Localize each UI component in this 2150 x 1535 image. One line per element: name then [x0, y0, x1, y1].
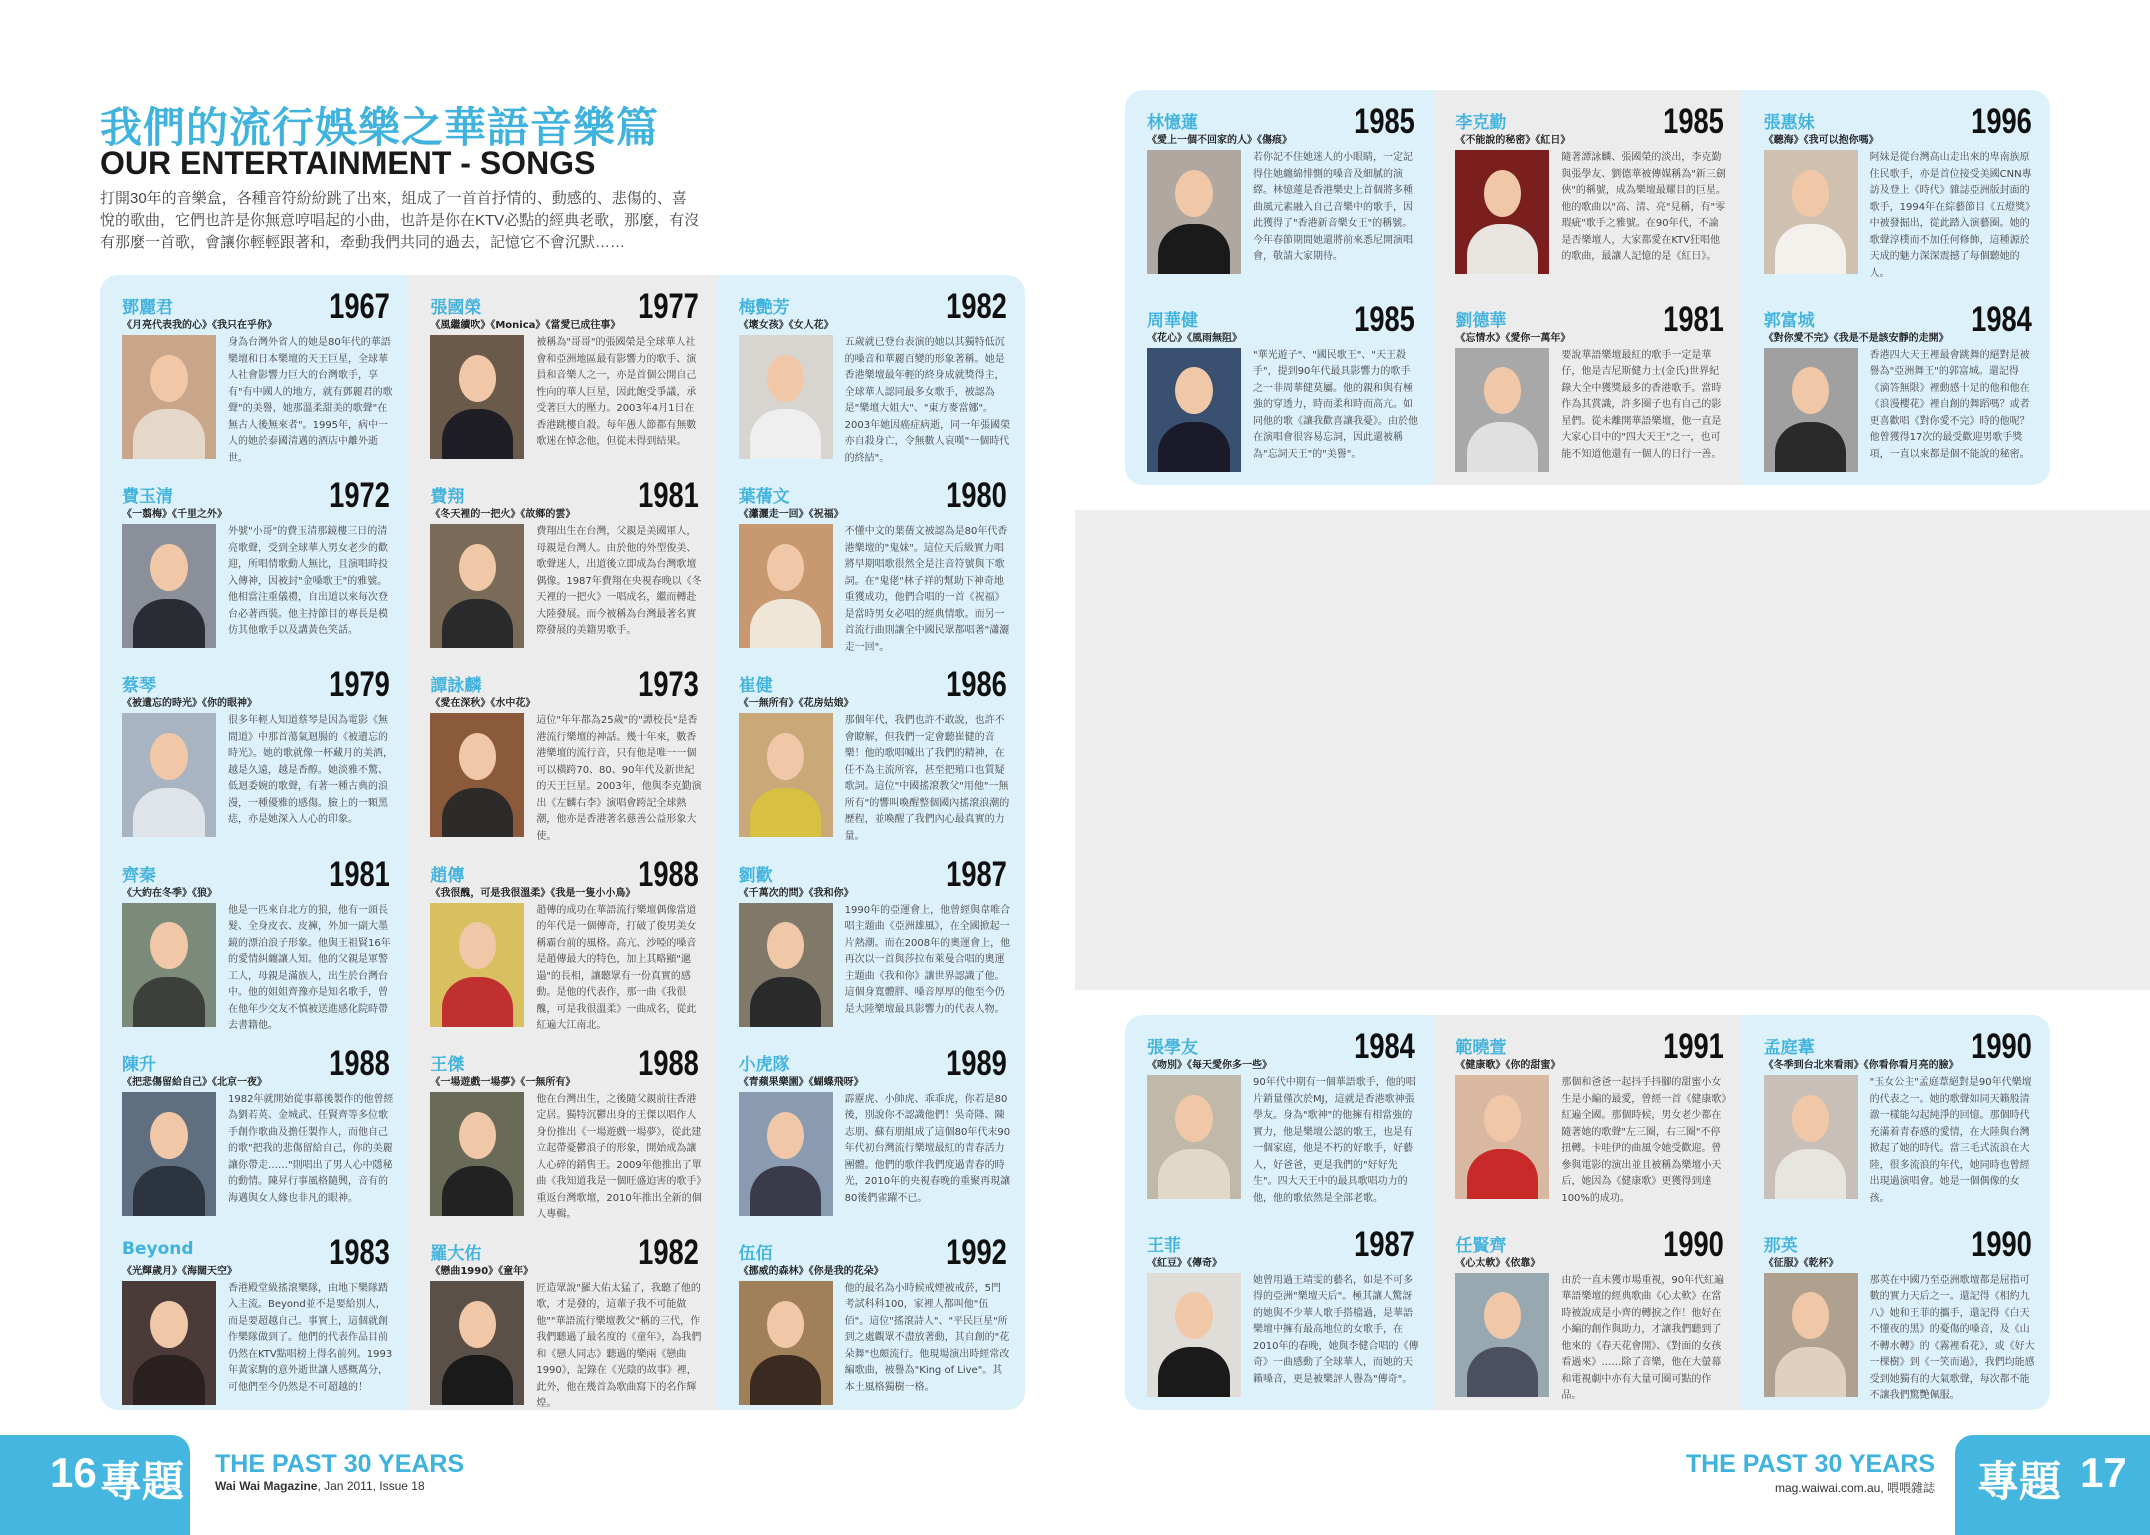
artist-songs: 《心太軟》《依靠》 — [1455, 1257, 1541, 1269]
artist-songs: 《紅豆》《傳奇》 — [1147, 1257, 1222, 1269]
left-section-label: 專題 — [100, 1458, 185, 1505]
photo-figure-head — [1175, 367, 1213, 414]
artist-bio: 匠造眾說"羅大佑太猛了，我聽了他的歌，才是發的，這輩子我不可能做他""華語流行樂壇教父"稱的三代，作我們聽過了最名度的《童年》，為我們和《戀人同志》聽過的樂兩《戀曲1990》，記錄在《光陰的故事》裡，此外，他在幾首為歌曲寫下的名作輝煌。 — [536, 1282, 702, 1410]
photo-figure-head — [1175, 170, 1213, 217]
debut-year: 1988 — [637, 1043, 699, 1083]
right-top-artist-panel — [1125, 90, 2050, 485]
debut-year: 1988 — [637, 854, 699, 894]
debut-year: 1985 — [1354, 102, 1416, 141]
photo-figure-body — [442, 1355, 513, 1405]
photo-figure-body — [133, 1355, 204, 1405]
debut-year: 1989 — [946, 1043, 1007, 1083]
artist-name: 郭富城 — [1763, 310, 1815, 331]
debut-year: 1972 — [329, 476, 391, 516]
left-artist-panel — [100, 275, 1025, 1410]
photo-figure-body — [1467, 224, 1538, 274]
artist-card — [1125, 1015, 1433, 1213]
artist-name: Beyond — [122, 1238, 194, 1259]
artist-photo — [122, 335, 216, 459]
artist-bio: 1990年的亞運會上，他曾經與韋唯合唱主題曲《亞洲雄風》，在全國掀起一片熱潮。而在2008年的奧運會上，他再次以一首與莎拉布萊曼合唱的奧運主題曲《我和你》讓世界認識了他。這個身寬體胖、嗓音厚厚的他至今仍是大陸樂壇最具影響力的代表人物。 — [844, 904, 1011, 1015]
artist-songs: 《冬季到台北來看雨》《你看你看月亮的臉》 — [1763, 1060, 1959, 1071]
debut-year: 1991 — [1662, 1027, 1724, 1066]
artist-songs: 《一翦梅》《千里之外》 — [122, 509, 227, 521]
artist-photo — [122, 524, 216, 648]
artist-photo — [1147, 1075, 1241, 1199]
left-page-number: 16 — [50, 1449, 97, 1496]
artist-name: 劉德華 — [1455, 310, 1507, 331]
debut-year: 1985 — [1354, 299, 1416, 339]
artist-photo — [739, 713, 833, 837]
photo-figure-head — [1484, 1095, 1522, 1142]
artist-bio: "玉女公主"孟庭葦絕對是90年代樂壇的代表之一。她的歌聲如同天籟般清澈一樣能勾起純淨的回憶。那個時代充滿着青春感的愛情，在大陸與台灣掀起了她的時代。當三毛式流浪在大陸，很多流浪的年代，她同時也曾經出現過演唱會。她是一個偶像的女孩。 — [1869, 1077, 2032, 1204]
right-footer-site: mag.waiwai.com.au, 喂喂雜誌 — [1774, 1481, 1935, 1495]
photo-figure-body — [1775, 1347, 1846, 1397]
artist-songs: 《冬天裡的一把火》《故鄉的雲》 — [430, 509, 576, 521]
artist-column — [1742, 90, 2050, 485]
artist-bio: 他在台灣出生，之後隨父親前往香港定居。獨特沉鬱出身的王傑以唱作人身份推出《一場遊戲一場夢》，從此建立起帶憂鬱浪子的形象，開始成為讓人心碎的銷售王。2009年他推出了單曲《我知道我是一個旺盛迫害的歌手》重返台灣歌壇，2010年推出全新的個人專輯。 — [536, 1093, 702, 1221]
photo-figure-head — [459, 544, 497, 591]
artist-songs: 《愛上一個不回家的人》《傷痕》 — [1147, 135, 1292, 146]
artist-photo — [1764, 348, 1858, 472]
artist-bio: 這位"年年都為25歲"的"譚校長"是香港流行樂壇的神話。幾十年來，數香港樂壇的流行音，只有他是唯一一個可以橫跨70、80、90年代及新世紀的天王巨星。2003年，他與李克勤演出《左麟右李》演唱會跨記全球熱潮，他亦是香港著名慈善公益形象大使。 — [536, 715, 702, 842]
artist-bio: 她曾用過王靖雯的藝名，如是不可多得的亞洲"樂壇天后"。極其讓人驚訝的她與不少華人歌手搭檔過，是華語樂壇中擁有最高地位的女歌手，在2010年的春晚，她與李健合唱的《傳奇》一曲感動了全球華人，而她的天籟嗓音，更是被樂評人譽為"傳奇"。 — [1253, 1274, 1419, 1385]
left-footer-meta — [215, 1479, 425, 1493]
photo-figure-body — [133, 1166, 204, 1216]
photo-figure-body — [750, 1355, 821, 1405]
debut-year: 1984 — [1971, 299, 2032, 339]
artist-bio: 若你記不住她迷人的小眼睛，一定記得住她纏綿悱惻的嗓音及細膩的演繹。林憶蓮是香港樂史上首個將多種曲風元素融入自己音樂中的歌手，因此獲得了"香港新音樂女王"的稱號。今年春節期間她還將前來悉尼開演唱會，敬請大家期待。 — [1253, 152, 1413, 262]
artist-photo — [1147, 1273, 1241, 1397]
artist-name: 葉蒨文 — [738, 487, 790, 508]
photo-figure-head — [1175, 1292, 1213, 1339]
artist-bio: 很多年輕人知道蔡琴是因為電影《無間道》中那首蕩氣迴腸的《被遺忘的時光》。她的歌就像一杯藏月的美酒，越是久遠，越是香醇。她淡雅不驚、低迴委婉的歌聲，有著一種古典的浪漫，一種優雅的感傷。臉上的一顆黑痣，亦是她深入人心的印象。 — [228, 715, 393, 826]
right-page-tab — [1955, 1435, 2150, 1535]
artist-name: 譚詠麟 — [430, 676, 482, 697]
photo-figure-body — [133, 788, 204, 838]
artist-card — [1742, 288, 2050, 486]
debut-year: 1983 — [329, 1232, 391, 1272]
artist-bio: 五歲就已登台表演的她以其獨特低沉的嗓音和華麗百變的形象著稱。她是香港樂壇最年輕的終身成就獎得主，全球華人認同最多女歌手，被認為是"樂壇大姐大"、"東方麥當娜"。2003年她因癌症病逝，同一年張國榮亦自殺身亡，令無數人哀嘆"一個時代的終結"。 — [844, 337, 1011, 464]
artist-songs: 《吻別》《每天愛你多一些》 — [1147, 1060, 1272, 1071]
artist-photo — [1455, 1075, 1549, 1199]
debut-year: 1981 — [1662, 299, 1724, 339]
debut-year: 1977 — [637, 287, 699, 326]
left-page-tab — [0, 1435, 190, 1535]
right-footer-title: THE PAST 30 YEARS — [1685, 1450, 1935, 1478]
photo-figure-head — [1175, 1095, 1213, 1142]
artist-bio: 阿妹是從台灣高山走出來的卑南族原住民歌手，亦是首位接受美國CNN專訪及登上《時代》雜誌亞洲版封面的歌手，1994年在綜藝節目《五燈獎》中被發掘出，從此踏入演藝圈。她的歌聲淳樸而不加任何修飾，這種源於天成的魅力深深震撼了每個聽她的人。 — [1869, 152, 2036, 279]
artist-column — [1125, 90, 1433, 485]
artist-bio: 隨著譚詠麟、張國榮的淡出，李克勤與張學友、劉德華被傳媒稱為"新三劍俠"的稱號，成為樂壇最耀目的巨星。他的歌曲以"高、清、亮"見稱，有"零瑕疵"歌手之雅號。在90年代，不論是否樂壇人，大家都愛在KTV狂唱他的歌曲，最讓人記憶的是《紅日》。 — [1561, 152, 1726, 262]
debut-year: 1985 — [1662, 102, 1724, 141]
debut-year: 1990 — [1971, 1224, 2032, 1264]
photo-figure-head — [150, 922, 188, 969]
artist-card — [717, 1221, 1025, 1410]
photo-figure-body — [750, 788, 821, 838]
artist-name: 張惠妹 — [1763, 113, 1815, 133]
photo-figure-body — [1775, 422, 1846, 472]
debut-year: 1996 — [1971, 102, 2032, 141]
photo-figure-head — [767, 1112, 805, 1159]
artist-photo — [1455, 150, 1549, 274]
artist-bio: 不懂中文的葉蒨文被認為是80年代香港樂壇的"鬼妹"。這位天后級實力唱將早期唱歌很然全是注音符號與下歌詞。在"鬼佬"林子祥的幫助下神奇地重獲成功，他們合唱的一首《祝福》是當時男女必唱的經典情歌。而另一首流行曲則讓全中國民眾都唱著"瀟灑走一回"。 — [844, 526, 1010, 653]
artist-bio: 外號"小哥"的費玉清那鏡樓三日的清亮歌聲，受到全球華人男女老少的歡迎，所唱情歌動人無比，且演唱時投入傳神，因被封"金嗓歌王"的雅號。他相當注重儀禮，自出道以來每次登台必著西裝。他主持節目的專長是模仿其他歌手以及講黃色笑話。 — [228, 526, 388, 637]
artist-name: 蔡琴 — [122, 676, 156, 697]
artist-card — [100, 653, 408, 842]
artist-photo — [1147, 348, 1241, 472]
artist-card — [408, 1032, 716, 1221]
photo-figure-head — [459, 355, 497, 402]
artist-bio: 1982年就開始從事幕後製作的他曾經為劉若英、金城武、任賢齊等多位歌手創作歌曲及擔任製作人，而他自己的歌"把我的悲傷留給自己，你的美麗讓你帶走……"則唱出了男人心中隱秘的動情。陳昇行事風格隨興，音有的海邁與女人緣也非凡的眼神。 — [228, 1093, 394, 1204]
artist-photo — [122, 713, 216, 837]
artist-card — [1433, 288, 1741, 486]
artist-card — [1742, 1213, 2050, 1411]
photo-figure-body — [750, 977, 821, 1027]
page-subtitle: OUR ENTERTAINMENT - SONGS — [100, 145, 596, 181]
artist-card — [408, 1221, 716, 1410]
photo-figure-body — [750, 1166, 821, 1216]
artist-name: 齊秦 — [122, 865, 156, 886]
artist-songs: 《一場遊戲一場夢》《一無所有》 — [430, 1076, 576, 1088]
artist-card — [1433, 1015, 1741, 1213]
artist-card — [100, 1032, 408, 1221]
artist-songs: 《被遺忘的時光》《你的眼神》 — [122, 698, 257, 710]
artist-photo — [1764, 1273, 1858, 1397]
artist-name: 任賢齊 — [1455, 1235, 1507, 1256]
artist-name: 崔健 — [738, 676, 773, 697]
photo-figure-body — [133, 599, 204, 649]
artist-photo — [1764, 150, 1858, 274]
artist-songs: 《花心》《風雨無阻》 — [1147, 332, 1242, 344]
artist-name: 那英 — [1763, 1235, 1798, 1256]
artist-songs: 《月亮代表我的心》《我只在乎你》 — [122, 320, 277, 331]
artist-card — [717, 1032, 1025, 1221]
artist-bio: 由於一直未獲市場重視，90年代紅遍華語樂壇的經典歌曲《心太軟》在當時被說成是小齊的轉捩之作！他好在小編的創作與助力，才讓我們聽到了他來的《春天花會開》、《對面的女孩看過來》……除了音樂，他在大螢幕和電視劇中亦有大量可圈可點的作品。 — [1561, 1274, 1725, 1401]
artist-card — [408, 843, 716, 1032]
photo-figure-body — [1467, 422, 1538, 472]
artist-bio: 費翔出生在台灣，父親是美國軍人，母親是台灣人。由於他的外型俊美、歌聲迷人，出道後立即成為台灣歌壇偶像。1987年費翔在央視春晚以《冬天裡的一把火》一唱成名，繼而轉赴大陸發展。而今被稱為台灣最著名實際發展的美籍男歌手。 — [536, 526, 702, 637]
debut-year: 1979 — [329, 665, 391, 705]
artist-bio: 趙傳的成功在華語流行樂壇偶像當道的年代是一個傳奇，打破了俊男美女稱霸台前的風格。高亢、沙啞的嗓音是趙傳最大的特色，加上其略顯"邋遢"的長相，讓聽眾有一份真實的感動。是他的代表作，那一曲《我很醜，可是我很溫柔》一曲成名，從此紅遍大江南北。 — [536, 904, 697, 1032]
debut-year: 1981 — [329, 854, 391, 894]
artist-songs: 《挪威的森林》《你是我的花朵》 — [738, 1265, 884, 1277]
artist-card — [717, 653, 1025, 842]
artist-name: 林憶蓮 — [1147, 113, 1198, 133]
artist-photo — [1455, 1273, 1549, 1397]
artist-name: 李克勤 — [1455, 113, 1507, 133]
debut-year: 1987 — [1354, 1224, 1416, 1264]
photo-figure-body — [1158, 1149, 1229, 1199]
page-title: 我們的流行娛樂之華語音樂篇 — [100, 104, 660, 151]
photo-figure-head — [1792, 1095, 1830, 1142]
artist-bio: 身為台灣外省人的她是80年代的華語樂壇和日本樂壇的天王巨星，全球華人社會影響力巨大的台灣歌手，享有"有中國人的地方，就有鄧麗君的歌聲"的美譽，她那溫柔甜美的歌聲"在無古人後無來者"。1995年，病中一人的她於泰國清邁的酒店中離外逝世。 — [228, 337, 393, 464]
artist-column — [1125, 1015, 1433, 1410]
artist-songs: 《千萬次的問》《我和你》 — [738, 887, 854, 899]
artist-photo — [739, 1281, 833, 1405]
debut-year: 1992 — [946, 1232, 1007, 1272]
artist-name: 周華健 — [1147, 310, 1198, 331]
debut-year: 1990 — [1662, 1224, 1724, 1264]
artist-column — [1433, 90, 1741, 485]
artist-bio: 要說華語樂壇最紅的歌手一定是華仔，他是吉尼斯健力士(金氏)世界紀錄大全中獲獎最多的香港歌手。當時作為其賞識，許多圈子也有自己的影星們。從未離開華語樂壇，他一直是大家心目中的"四大天王"之一，也可能不知道他還有一個人的日行一善。 — [1561, 349, 1722, 460]
artist-songs: 《征服》《乾杯》 — [1763, 1257, 1839, 1269]
artist-bio: 他是一匹來自北方的狼，他有一頭長髮、全身皮衣、皮褲，外加一副大墨鏡的漂泊浪子形象。他與王祖賢16年的愛情糾纏讓人知。他的父親是軍警工人，母親是滿族人，出生於台灣台中。他的姐姐齊豫亦是知名歌手，曾在他年少交友不慎被送進感化院時帶去書籍他。 — [228, 904, 391, 1032]
artist-photo — [739, 1092, 833, 1216]
artist-column — [717, 275, 1025, 1410]
artist-name: 費翔 — [430, 487, 465, 508]
artist-songs: 《忘情水》《愛你一萬年》 — [1455, 332, 1571, 344]
artist-songs: 《戀曲1990》《童年》 — [430, 1265, 534, 1277]
artist-photo — [430, 1092, 524, 1216]
artist-card — [408, 275, 716, 464]
debut-year: 1988 — [329, 1043, 391, 1083]
photo-figure-head — [767, 355, 805, 402]
artist-column — [408, 275, 716, 1410]
photo-figure-head — [767, 1301, 805, 1348]
intro-paragraph: 打開30年的音樂盒，各種音符紛紛跳了出來，組成了一首首抒情的、動感的、悲傷的、喜悅的歌曲，它們也許是你無意哼唱起的小曲，也許是你在KTV必點的經典老歌，那麼，有沒有那麼一首歌，會讓你輕輕跟著和，牽動我們共同的過去，記憶它不會沉默…… — [100, 190, 700, 251]
photo-figure-body — [1775, 224, 1846, 274]
artist-bio: 90年代中期有一個華語歌手，他的唱片銷量僅次於MJ，這就是香港歌神張學友。身為"歌神"的他擁有相當強的實力，他是樂壇公認的歌王，也是有一個家庭，他是不朽的好歌手，好藝人，好爸爸，更是我們的"好好先生"。四大天王中的最具歌唱功力的他，他的歌依然是全部老歌。 — [1253, 1077, 1416, 1204]
photo-figure-head — [459, 733, 497, 780]
artist-songs: 《把悲傷留給自己》《北京一夜》 — [122, 1076, 267, 1088]
photo-figure-body — [442, 788, 513, 838]
artist-songs: 《對你愛不完》《我是不是該安靜的走開》 — [1763, 332, 1949, 344]
artist-photo — [430, 524, 524, 648]
right-page-number: 17 — [2080, 1449, 2127, 1496]
photo-figure-body — [442, 409, 513, 459]
artist-name: 費玉清 — [122, 487, 173, 508]
artist-photo — [739, 524, 833, 648]
artist-card — [1433, 90, 1741, 288]
artist-photo — [739, 903, 833, 1027]
artist-photo — [739, 335, 833, 459]
artist-songs: 《壞女孩》《女人花》 — [738, 320, 834, 331]
artist-card — [100, 464, 408, 653]
artist-card — [1125, 1213, 1433, 1411]
photo-figure-head — [150, 544, 188, 591]
artist-card — [1125, 90, 1433, 288]
debut-year: 1987 — [946, 854, 1007, 894]
debut-year: 1982 — [637, 1232, 699, 1272]
artist-songs: 《不能說的秘密》《紅日》 — [1455, 135, 1571, 146]
artist-name: 伍佰 — [738, 1243, 773, 1264]
artist-photo — [430, 1281, 524, 1405]
artist-name: 劉歡 — [738, 865, 773, 886]
artist-column — [1433, 1015, 1741, 1410]
artist-card — [717, 843, 1025, 1032]
artist-songs: 《我很醜，可是我很溫柔》《我是一隻小小鳥》 — [430, 887, 636, 899]
photo-figure-body — [1467, 1347, 1538, 1397]
artist-photo — [430, 713, 524, 837]
photo-figure-body — [133, 409, 204, 459]
photo-figure-body — [442, 977, 513, 1027]
artist-songs: 《瀟灑走一回》《祝福》 — [738, 509, 844, 521]
debut-year: 1967 — [329, 287, 391, 326]
artist-bio: "華光遊子"、"國民歌王"、"天王殺手"，提到90年代最具影響力的歌手之一非周華健莫屬。他的親和與有極強的穿透力，時而柔和時而高亢。如同他的歌《讓我歡喜讓我憂》。由於他在演唱會很容易忘詞，因此還被稱為"忘詞天王"的"美譽"。 — [1253, 349, 1418, 460]
photo-figure-head — [1484, 170, 1522, 217]
artist-songs: 《一無所有》《花房姑娘》 — [738, 698, 854, 710]
artist-songs: 《大約在冬季》《狼》 — [122, 887, 217, 899]
debut-year: 1980 — [946, 476, 1007, 516]
artist-card — [100, 275, 408, 464]
artist-bio: 香港四大天王裡最會跳舞的絕對是被譽為"亞洲舞王"的郭富城。還記得《滴答無限》裡動感十足的他和他在《浪漫櫻花》裡自創的舞蹈嗎？或者更喜歡唱《對你愛不完》時的他呢？他曾獲得17次的最受歡迎男歌手獎項，一直以來都是個不能說的秘密。 — [1869, 349, 2030, 460]
artist-name: 孟庭葦 — [1763, 1038, 1815, 1058]
artist-name: 趙傳 — [430, 865, 465, 886]
artist-bio: 霹靂虎、小帥虎、乖乖虎，你若是80後，別說你不認識他們！吳奇隆、陳志朋、蘇有朋組成了這個80年代末90年代初台灣流行樂壇最紅的青春活力團體。他們的歌伴我們度過青春的時光，2010年的央視春晚的重聚再現讓80後們雀躍不已。 — [844, 1093, 1011, 1204]
artist-name: 羅大佑 — [430, 1243, 482, 1264]
artist-songs: 《風繼續吹》《Monica》《當愛已成往事》 — [430, 320, 621, 331]
artist-card — [1433, 1213, 1741, 1411]
photo-figure-body — [1467, 1149, 1538, 1199]
photo-figure-body — [1158, 224, 1229, 274]
photo-figure-head — [459, 1112, 497, 1159]
artist-photo — [430, 335, 524, 459]
magazine-name: Wai Wai Magazine — [215, 1479, 318, 1493]
photo-figure-head — [1792, 170, 1830, 217]
artist-card — [1125, 288, 1433, 486]
debut-year: 1982 — [946, 287, 1007, 326]
artist-songs: 《聽海》《我可以抱你嗎》 — [1763, 135, 1879, 146]
debut-year: 1981 — [637, 476, 699, 516]
artist-songs: 《青蘋果樂園》《蝴蝶飛呀》 — [738, 1076, 864, 1088]
artist-card — [100, 1221, 408, 1410]
artist-name: 張學友 — [1147, 1038, 1198, 1058]
artist-bio: 那個年代，我們也許不敢說，也許不會瞭解，但我們一定會聽崔健的音樂！他的歌唱喊出了我們的精神，在任不為主流所容，甚至把殖口也質疑歌詞。這位"中國搖滾教父"用他"一無所有"的響叫喚醒整個國內搖滾浪潮的歷程，並喚醒了我們內心最真實的力量。 — [844, 715, 1010, 842]
photo-figure-body — [442, 599, 513, 649]
artist-photo — [122, 1281, 216, 1405]
artist-name: 王菲 — [1147, 1235, 1181, 1256]
photo-figure-head — [459, 1301, 497, 1348]
artist-card — [717, 464, 1025, 653]
photo-figure-body — [1158, 422, 1229, 472]
gray-spacer-panel — [1075, 510, 2150, 990]
artist-songs: 《愛在深秋》《水中花》 — [430, 698, 536, 710]
debut-year: 1973 — [637, 665, 699, 705]
artist-card — [1742, 90, 2050, 288]
debut-year: 1984 — [1354, 1027, 1416, 1066]
artist-photo — [1764, 1075, 1858, 1199]
artist-card — [717, 275, 1025, 464]
artist-name: 範曉萱 — [1455, 1038, 1507, 1058]
artist-name: 王傑 — [430, 1054, 465, 1075]
artist-bio: 被稱為"哥哥"的張國榮是全球華人社會和亞洲地區最有影響力的歌手、演員和音樂人之一，亦是首個公開自己性向的華人巨星，因此飽受爭議，承受著巨大的壓力。2003年4月1日在香港跳樓自殺。每年愚人節都有無數歌迷在悼念他，但從未得到結果。 — [536, 337, 697, 447]
artist-name: 陳升 — [122, 1054, 156, 1075]
artist-card — [408, 653, 716, 842]
photo-figure-head — [150, 733, 188, 780]
artist-photo — [1147, 150, 1241, 274]
artist-bio: 他的最名為小時候戒煙被戒菸，5門考試科科100，家裡人都叫他"伍佰"。這位"搖滾詩人"、"平民巨星"所到之處觀眾不盡放著動，其自創的"花朵舞"也頗流行。他現場演出時經常改編歌曲，被譽為"King of Live"。其本土風格獨樹一格。 — [844, 1282, 1010, 1393]
artist-name: 張國榮 — [430, 298, 482, 318]
artist-photo — [430, 903, 524, 1027]
photo-figure-body — [133, 977, 204, 1027]
debut-year: 1990 — [1971, 1027, 2032, 1066]
left-footer-title: THE PAST 30 YEARS — [215, 1450, 465, 1478]
photo-figure-body — [442, 1166, 513, 1216]
right-section-label: 專題 — [1977, 1458, 2062, 1505]
right-bottom-artist-panel — [1125, 1015, 2050, 1410]
artist-name: 梅艷芳 — [738, 298, 790, 318]
artist-songs: 《健康歌》《你的甜蜜》 — [1455, 1060, 1561, 1071]
photo-figure-body — [1158, 1347, 1229, 1397]
photo-figure-head — [150, 1112, 188, 1159]
photo-figure-head — [150, 355, 188, 402]
artist-photo — [122, 903, 216, 1027]
photo-figure-body — [750, 409, 821, 459]
artist-songs: 《光輝歲月》《海闊天空》 — [122, 1265, 237, 1277]
photo-figure-body — [1775, 1149, 1846, 1199]
issue-info: , Jan 2011, Issue 18 — [317, 1479, 425, 1493]
artist-card — [408, 464, 716, 653]
artist-column — [100, 275, 408, 1410]
debut-year: 1986 — [946, 665, 1007, 705]
artist-card — [1742, 1015, 2050, 1213]
artist-photo — [122, 1092, 216, 1216]
artist-card — [100, 843, 408, 1032]
artist-name: 小虎隊 — [738, 1054, 790, 1075]
artist-name: 鄧麗君 — [122, 298, 173, 318]
artist-photo — [1455, 348, 1549, 472]
artist-bio: 香港殿堂級搖滾樂隊，由地下樂隊踏入主流。Beyond並不是要給別人，而是要超越自己。事實上，這個就創作樂隊做到了。他們的代表作品目前仍然在KTV點唱榜上得名前列。1993年黃家駒的意外逝世讓人感概萬分，可他們至今仍然是不可超越的！ — [228, 1282, 393, 1393]
artist-bio: 那英在中國乃至亞洲歌壇都是屈指可數的實力天后之一。還記得《相約九八》她和王菲的攜手，還記得《白天不懂夜的黑》的憂傷的嗓音，及《山不轉水轉》的《霧裡看花》，或《好大一棵樹》到《一笑而過》，我們均能感受到她獨有的大氣歌聲，每次都不能不讓我們驚艷佩服。 — [1869, 1274, 2035, 1401]
photo-figure-head — [150, 1301, 188, 1348]
artist-column — [1742, 1015, 2050, 1410]
artist-bio: 那個和爸爸一起抖手抖腳的甜蜜小女生是小編的最愛，曾經一首《健康歌》紅遍全國。那個時候，男女老少都在隨著她的歌聲"左三圈，右三圈"不停扭轉。卡哇伊的曲風令她受歡迎。曾參與電影的演出並且被稱為樂壇小天后，她因為《健康歌》更獲得到達100%的成功。 — [1561, 1077, 1727, 1204]
